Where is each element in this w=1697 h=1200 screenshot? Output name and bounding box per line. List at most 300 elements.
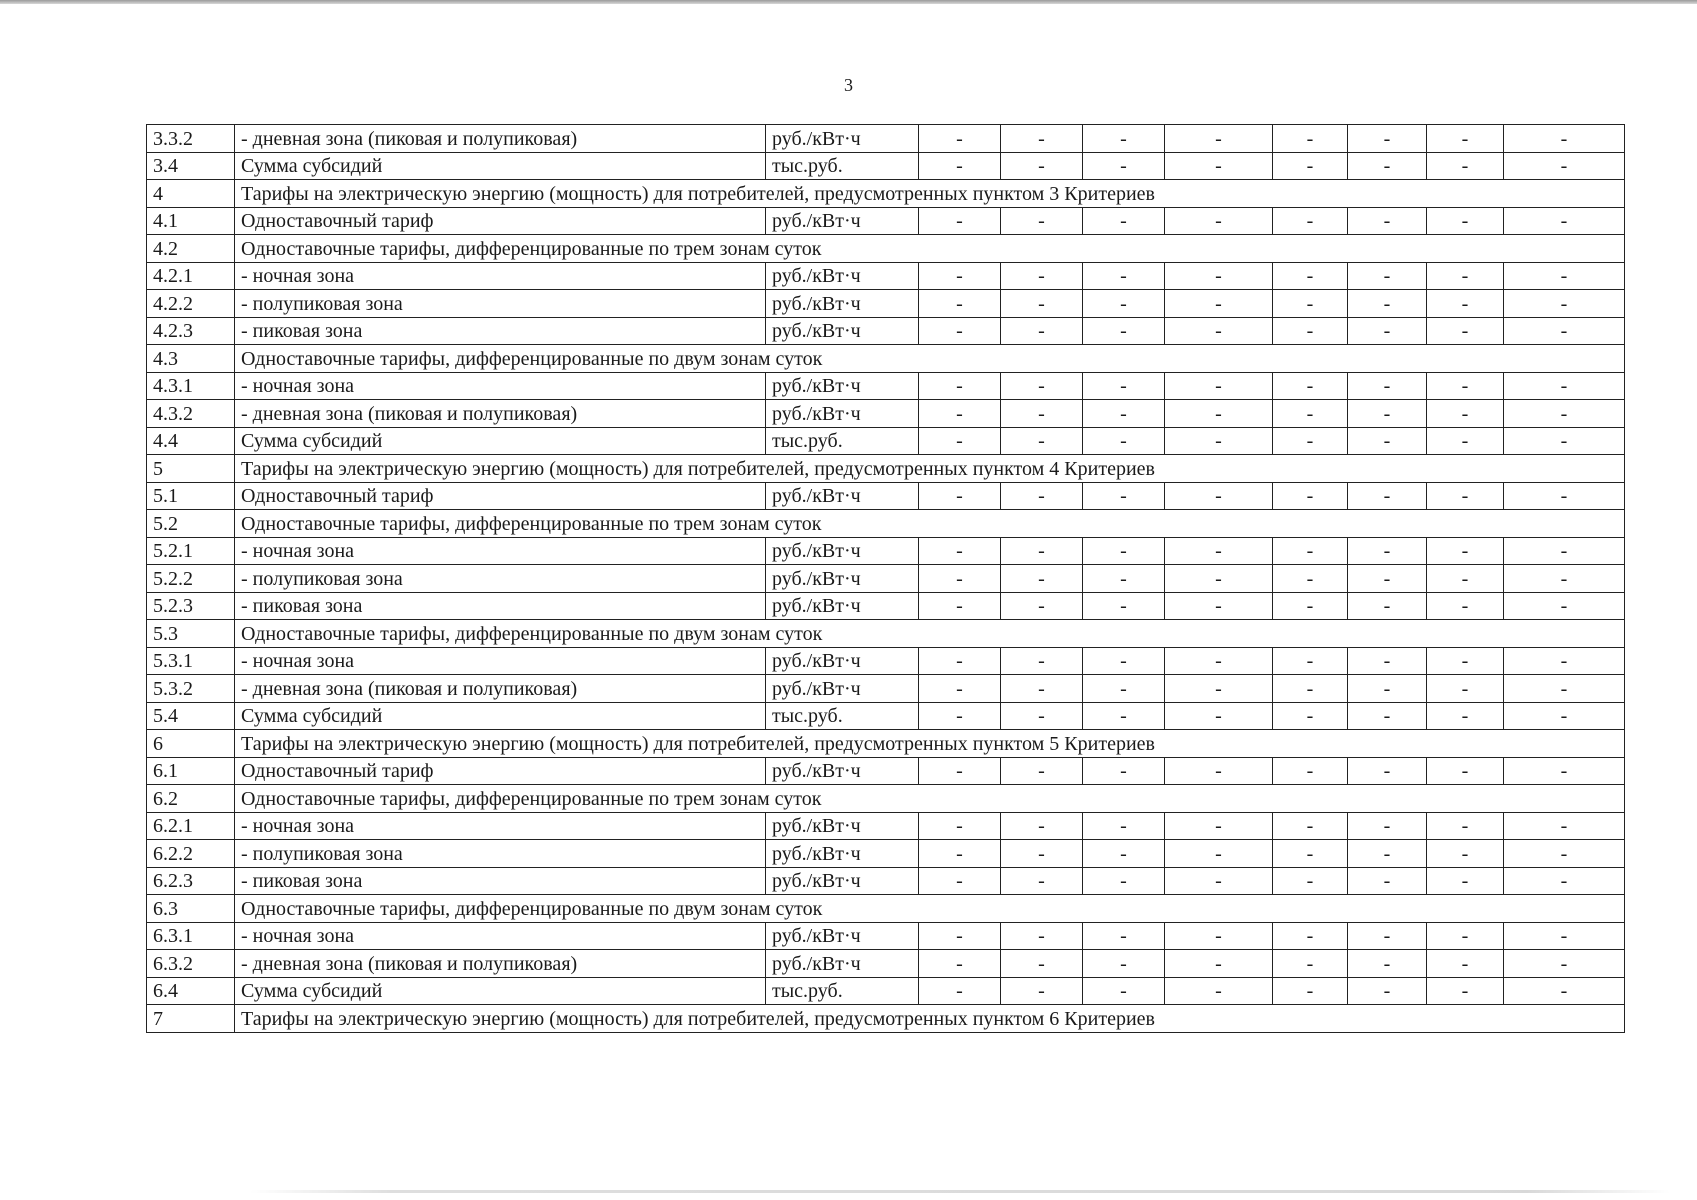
row-name: - полупиковая зона	[235, 290, 766, 318]
value-cell: -	[1165, 482, 1273, 510]
section-title: Одноставочные тарифы, дифференцированные по двум зонам суток	[235, 620, 1625, 648]
table-row	[147, 950, 1625, 978]
value-cell: -	[1504, 400, 1625, 428]
row-number: 4.2.3	[147, 317, 235, 345]
value-cell: -	[1083, 702, 1165, 730]
row-name: - дневная зона (пиковая и полупиковая)	[235, 950, 766, 978]
value-cell: -	[1348, 950, 1427, 978]
row-number: 6.3.1	[147, 922, 235, 950]
row-number: 6.1	[147, 757, 235, 785]
value-cell: -	[1001, 702, 1083, 730]
row-name: - ночная зона	[235, 812, 766, 840]
row-number: 7	[147, 1005, 235, 1033]
section-row	[147, 510, 1625, 538]
value-cell: -	[1001, 922, 1083, 950]
value-cell: -	[1504, 950, 1625, 978]
value-cell: -	[1273, 482, 1348, 510]
value-cell: -	[1001, 482, 1083, 510]
row-name: - пиковая зона	[235, 867, 766, 895]
value-cell: -	[1083, 647, 1165, 675]
value-cell: -	[919, 317, 1001, 345]
section-row	[147, 345, 1625, 373]
value-cell: -	[1427, 565, 1504, 593]
row-name: Одноставочный тариф	[235, 757, 766, 785]
value-cell: -	[1165, 675, 1273, 703]
value-cell: -	[1165, 647, 1273, 675]
value-cell: -	[1273, 757, 1348, 785]
row-unit: тыс.руб.	[766, 977, 919, 1005]
row-unit: руб./кВт·ч	[766, 482, 919, 510]
value-cell: -	[1273, 840, 1348, 868]
row-number: 4.2.2	[147, 290, 235, 318]
value-cell: -	[1165, 207, 1273, 235]
row-number: 5.1	[147, 482, 235, 510]
row-unit: руб./кВт·ч	[766, 592, 919, 620]
row-name: - дневная зона (пиковая и полупиковая)	[235, 400, 766, 428]
row-name: - ночная зона	[235, 372, 766, 400]
value-cell: -	[1348, 262, 1427, 290]
value-cell: -	[1165, 317, 1273, 345]
value-cell: -	[1348, 647, 1427, 675]
row-number: 4.3.2	[147, 400, 235, 428]
value-cell: -	[1083, 840, 1165, 868]
value-cell: -	[1273, 977, 1348, 1005]
row-number: 5.2.1	[147, 537, 235, 565]
value-cell: -	[1001, 565, 1083, 593]
value-cell: -	[919, 950, 1001, 978]
value-cell: -	[1273, 867, 1348, 895]
value-cell: -	[919, 537, 1001, 565]
section-title: Одноставочные тарифы, дифференцированные по трем зонам суток	[235, 785, 1625, 813]
value-cell: -	[1427, 400, 1504, 428]
table-row	[147, 207, 1625, 235]
value-cell: -	[1083, 675, 1165, 703]
value-cell: -	[1165, 290, 1273, 318]
row-number: 5	[147, 455, 235, 483]
value-cell: -	[919, 592, 1001, 620]
value-cell: -	[1083, 867, 1165, 895]
value-cell: -	[1001, 372, 1083, 400]
section-title: Тарифы на электрическую энергию (мощность) для потребителей, предусмотренных пунктом 3 Критериев	[235, 180, 1625, 208]
row-number: 6.2.2	[147, 840, 235, 868]
table-row	[147, 262, 1625, 290]
table-row	[147, 482, 1625, 510]
row-number: 6.2.3	[147, 867, 235, 895]
value-cell: -	[1504, 262, 1625, 290]
value-cell: -	[1083, 977, 1165, 1005]
value-cell: -	[1165, 427, 1273, 455]
section-row	[147, 1005, 1625, 1033]
row-number: 4.3.1	[147, 372, 235, 400]
value-cell: -	[919, 372, 1001, 400]
value-cell: -	[1083, 152, 1165, 180]
value-cell: -	[1001, 400, 1083, 428]
value-cell: -	[1165, 592, 1273, 620]
row-number: 4.2	[147, 235, 235, 263]
value-cell: -	[1001, 427, 1083, 455]
value-cell: -	[919, 482, 1001, 510]
value-cell: -	[1001, 262, 1083, 290]
value-cell: -	[1273, 372, 1348, 400]
table-row	[147, 565, 1625, 593]
value-cell: -	[1165, 537, 1273, 565]
value-cell: -	[919, 262, 1001, 290]
row-number: 6	[147, 730, 235, 758]
row-number: 5.3.1	[147, 647, 235, 675]
row-number: 4.1	[147, 207, 235, 235]
value-cell: -	[1427, 702, 1504, 730]
section-row	[147, 620, 1625, 648]
value-cell: -	[1273, 537, 1348, 565]
row-unit: тыс.руб.	[766, 427, 919, 455]
value-cell: -	[1001, 867, 1083, 895]
row-number: 3.3.2	[147, 125, 235, 153]
value-cell: -	[1348, 675, 1427, 703]
section-title: Тарифы на электрическую энергию (мощность) для потребителей, предусмотренных пунктом 4 Критериев	[235, 455, 1625, 483]
row-unit: руб./кВт·ч	[766, 812, 919, 840]
value-cell: -	[1348, 565, 1427, 593]
value-cell: -	[1083, 372, 1165, 400]
value-cell: -	[1348, 317, 1427, 345]
value-cell: -	[1165, 950, 1273, 978]
value-cell: -	[1427, 840, 1504, 868]
value-cell: -	[1001, 537, 1083, 565]
value-cell: -	[1348, 152, 1427, 180]
row-unit: тыс.руб.	[766, 152, 919, 180]
table-row	[147, 537, 1625, 565]
value-cell: -	[1273, 400, 1348, 428]
value-cell: -	[919, 757, 1001, 785]
value-cell: -	[1273, 317, 1348, 345]
row-unit: руб./кВт·ч	[766, 647, 919, 675]
value-cell: -	[1083, 950, 1165, 978]
value-cell: -	[1001, 592, 1083, 620]
row-name: - пиковая зона	[235, 592, 766, 620]
value-cell: -	[1273, 262, 1348, 290]
value-cell: -	[1427, 537, 1504, 565]
row-unit: руб./кВт·ч	[766, 537, 919, 565]
value-cell: -	[919, 290, 1001, 318]
value-cell: -	[1273, 592, 1348, 620]
table-row	[147, 840, 1625, 868]
value-cell: -	[1427, 372, 1504, 400]
value-cell: -	[1273, 152, 1348, 180]
value-cell: -	[1083, 922, 1165, 950]
value-cell: -	[1427, 675, 1504, 703]
value-cell: -	[1083, 400, 1165, 428]
row-name: Одноставочный тариф	[235, 482, 766, 510]
value-cell: -	[1427, 290, 1504, 318]
value-cell: -	[1165, 372, 1273, 400]
row-name: Одноставочный тариф	[235, 207, 766, 235]
row-number: 5.2.2	[147, 565, 235, 593]
value-cell: -	[1504, 592, 1625, 620]
table-row	[147, 317, 1625, 345]
value-cell: -	[1427, 592, 1504, 620]
value-cell: -	[1504, 840, 1625, 868]
row-unit: руб./кВт·ч	[766, 207, 919, 235]
value-cell: -	[919, 125, 1001, 153]
value-cell: -	[1348, 840, 1427, 868]
row-number: 3.4	[147, 152, 235, 180]
table-row	[147, 647, 1625, 675]
value-cell: -	[1083, 290, 1165, 318]
row-unit: руб./кВт·ч	[766, 950, 919, 978]
row-number: 4.4	[147, 427, 235, 455]
value-cell: -	[919, 400, 1001, 428]
value-cell: -	[1348, 400, 1427, 428]
value-cell: -	[1165, 922, 1273, 950]
row-unit: руб./кВт·ч	[766, 372, 919, 400]
value-cell: -	[1348, 427, 1427, 455]
row-number: 6.4	[147, 977, 235, 1005]
section-row	[147, 785, 1625, 813]
value-cell: -	[1504, 702, 1625, 730]
value-cell: -	[1504, 565, 1625, 593]
value-cell: -	[1348, 757, 1427, 785]
value-cell: -	[1273, 675, 1348, 703]
row-name: Сумма субсидий	[235, 427, 766, 455]
value-cell: -	[1504, 482, 1625, 510]
table-row	[147, 922, 1625, 950]
value-cell: -	[1083, 207, 1165, 235]
scan-top-edge	[0, 0, 1697, 4]
tariff-table	[146, 124, 1625, 1033]
value-cell: -	[1348, 867, 1427, 895]
row-unit: тыс.руб.	[766, 702, 919, 730]
row-number: 6.3	[147, 895, 235, 923]
value-cell: -	[1427, 152, 1504, 180]
table-row	[147, 812, 1625, 840]
value-cell: -	[1083, 482, 1165, 510]
row-name: - дневная зона (пиковая и полупиковая)	[235, 675, 766, 703]
value-cell: -	[919, 840, 1001, 868]
value-cell: -	[1427, 207, 1504, 235]
value-cell: -	[1083, 565, 1165, 593]
section-row	[147, 895, 1625, 923]
value-cell: -	[919, 922, 1001, 950]
value-cell: -	[1504, 207, 1625, 235]
value-cell: -	[1504, 867, 1625, 895]
value-cell: -	[1348, 922, 1427, 950]
value-cell: -	[1001, 840, 1083, 868]
row-unit: руб./кВт·ч	[766, 675, 919, 703]
value-cell: -	[1165, 565, 1273, 593]
value-cell: -	[1427, 125, 1504, 153]
value-cell: -	[1083, 317, 1165, 345]
value-cell: -	[1083, 537, 1165, 565]
row-unit: руб./кВт·ч	[766, 317, 919, 345]
value-cell: -	[1165, 125, 1273, 153]
value-cell: -	[1348, 207, 1427, 235]
value-cell: -	[1427, 482, 1504, 510]
value-cell: -	[919, 152, 1001, 180]
section-title: Одноставочные тарифы, дифференцированные по двум зонам суток	[235, 345, 1625, 373]
section-title: Тарифы на электрическую энергию (мощность) для потребителей, предусмотренных пунктом 5 Критериев	[235, 730, 1625, 758]
row-name: - ночная зона	[235, 922, 766, 950]
value-cell: -	[1001, 290, 1083, 318]
value-cell: -	[1001, 675, 1083, 703]
row-name: - дневная зона (пиковая и полупиковая)	[235, 125, 766, 153]
value-cell: -	[1504, 757, 1625, 785]
value-cell: -	[1273, 125, 1348, 153]
value-cell: -	[1504, 812, 1625, 840]
value-cell: -	[1083, 757, 1165, 785]
value-cell: -	[1427, 812, 1504, 840]
value-cell: -	[1001, 152, 1083, 180]
row-unit: руб./кВт·ч	[766, 400, 919, 428]
value-cell: -	[1504, 427, 1625, 455]
table-row	[147, 977, 1625, 1005]
value-cell: -	[1083, 592, 1165, 620]
row-name: - ночная зона	[235, 647, 766, 675]
row-name: Сумма субсидий	[235, 702, 766, 730]
row-number: 6.2.1	[147, 812, 235, 840]
value-cell: -	[1273, 207, 1348, 235]
value-cell: -	[1273, 702, 1348, 730]
value-cell: -	[1273, 922, 1348, 950]
table-row	[147, 290, 1625, 318]
value-cell: -	[1001, 125, 1083, 153]
value-cell: -	[1504, 922, 1625, 950]
row-name: Сумма субсидий	[235, 977, 766, 1005]
row-name: - полупиковая зона	[235, 565, 766, 593]
row-number: 6.2	[147, 785, 235, 813]
scan-bottom-edge	[250, 1190, 1670, 1193]
row-number: 4.2.1	[147, 262, 235, 290]
section-row	[147, 730, 1625, 758]
value-cell: -	[1273, 565, 1348, 593]
value-cell: -	[919, 812, 1001, 840]
value-cell: -	[1504, 675, 1625, 703]
value-cell: -	[919, 565, 1001, 593]
value-cell: -	[1427, 950, 1504, 978]
row-number: 4	[147, 180, 235, 208]
value-cell: -	[1348, 125, 1427, 153]
value-cell: -	[1001, 950, 1083, 978]
value-cell: -	[919, 702, 1001, 730]
row-number: 5.2.3	[147, 592, 235, 620]
table-row	[147, 427, 1625, 455]
table-row	[147, 702, 1625, 730]
value-cell: -	[1348, 977, 1427, 1005]
table-row	[147, 125, 1625, 153]
row-unit: руб./кВт·ч	[766, 262, 919, 290]
value-cell: -	[1427, 262, 1504, 290]
value-cell: -	[1001, 647, 1083, 675]
value-cell: -	[1083, 812, 1165, 840]
section-title: Одноставочные тарифы, дифференцированные по трем зонам суток	[235, 235, 1625, 263]
row-unit: руб./кВт·ч	[766, 290, 919, 318]
value-cell: -	[1273, 290, 1348, 318]
row-number: 4.3	[147, 345, 235, 373]
value-cell: -	[919, 977, 1001, 1005]
section-title: Одноставочные тарифы, дифференцированные по двум зонам суток	[235, 895, 1625, 923]
value-cell: -	[1165, 702, 1273, 730]
row-name: - ночная зона	[235, 537, 766, 565]
section-row	[147, 235, 1625, 263]
value-cell: -	[1348, 482, 1427, 510]
row-name: - ночная зона	[235, 262, 766, 290]
row-number: 5.4	[147, 702, 235, 730]
row-number: 5.3.2	[147, 675, 235, 703]
value-cell: -	[1001, 977, 1083, 1005]
section-title: Тарифы на электрическую энергию (мощность) для потребителей, предусмотренных пунктом 6 Критериев	[235, 1005, 1625, 1033]
value-cell: -	[1165, 400, 1273, 428]
value-cell: -	[1348, 372, 1427, 400]
value-cell: -	[1083, 125, 1165, 153]
value-cell: -	[1001, 757, 1083, 785]
value-cell: -	[919, 207, 1001, 235]
value-cell: -	[1083, 427, 1165, 455]
value-cell: -	[1348, 592, 1427, 620]
value-cell: -	[1504, 977, 1625, 1005]
value-cell: -	[1348, 812, 1427, 840]
row-unit: руб./кВт·ч	[766, 565, 919, 593]
table-row	[147, 400, 1625, 428]
value-cell: -	[1165, 977, 1273, 1005]
value-cell: -	[1165, 152, 1273, 180]
value-cell: -	[1273, 427, 1348, 455]
section-row	[147, 180, 1625, 208]
row-name: Сумма субсидий	[235, 152, 766, 180]
table-row	[147, 757, 1625, 785]
value-cell: -	[1427, 757, 1504, 785]
row-number: 5.3	[147, 620, 235, 648]
section-title: Одноставочные тарифы, дифференцированные по трем зонам суток	[235, 510, 1625, 538]
value-cell: -	[919, 427, 1001, 455]
value-cell: -	[1083, 262, 1165, 290]
value-cell: -	[1504, 537, 1625, 565]
table-row	[147, 592, 1625, 620]
value-cell: -	[1348, 537, 1427, 565]
value-cell: -	[1504, 152, 1625, 180]
row-unit: руб./кВт·ч	[766, 922, 919, 950]
value-cell: -	[1427, 317, 1504, 345]
row-unit: руб./кВт·ч	[766, 757, 919, 785]
value-cell: -	[1427, 647, 1504, 675]
value-cell: -	[1427, 427, 1504, 455]
value-cell: -	[1427, 922, 1504, 950]
value-cell: -	[1165, 867, 1273, 895]
value-cell: -	[1001, 812, 1083, 840]
row-number: 5.2	[147, 510, 235, 538]
value-cell: -	[1504, 290, 1625, 318]
value-cell: -	[1504, 372, 1625, 400]
table-row	[147, 372, 1625, 400]
value-cell: -	[1165, 840, 1273, 868]
value-cell: -	[1165, 262, 1273, 290]
row-name: - полупиковая зона	[235, 840, 766, 868]
row-number: 6.3.2	[147, 950, 235, 978]
value-cell: -	[1427, 977, 1504, 1005]
page-number: 3	[844, 75, 853, 95]
table-row	[147, 867, 1625, 895]
row-unit: руб./кВт·ч	[766, 867, 919, 895]
table-row	[147, 675, 1625, 703]
row-name: - пиковая зона	[235, 317, 766, 345]
value-cell: -	[1001, 317, 1083, 345]
value-cell: -	[1504, 125, 1625, 153]
value-cell: -	[1504, 647, 1625, 675]
value-cell: -	[1504, 317, 1625, 345]
section-row	[147, 455, 1625, 483]
row-unit: руб./кВт·ч	[766, 840, 919, 868]
value-cell: -	[1165, 757, 1273, 785]
row-unit: руб./кВт·ч	[766, 125, 919, 153]
value-cell: -	[1348, 702, 1427, 730]
table-row	[147, 152, 1625, 180]
